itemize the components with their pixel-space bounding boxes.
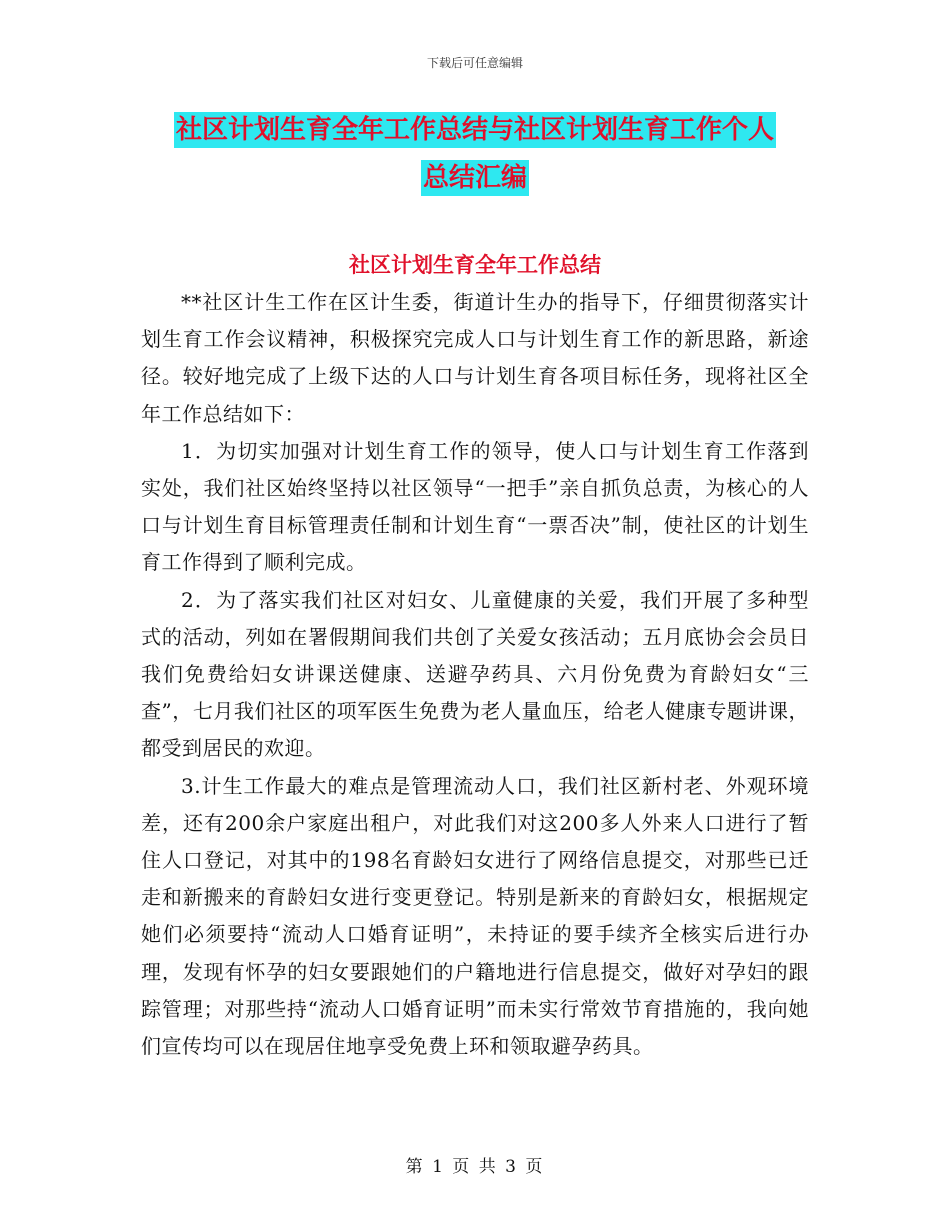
- title-line-1: 社区计划生育全年工作总结与社区计划生育工作个人: [174, 112, 776, 148]
- paragraph-intro: **社区计生工作在区计生委，街道计生办的指导下，仔细贯彻落实计划生育工作会议精神，积极探究完成人口与计划生育工作的新思路，新途径。较好地完成了上级下达的人口与计划生育各项目标任务，现将社区全年工作总结如下：: [141, 290, 809, 426]
- title-line-2: 总结汇编: [421, 160, 529, 196]
- section-heading: 社区计划生育全年工作总结: [349, 253, 601, 277]
- page-header-note: 下载后可任意编辑: [426, 56, 523, 70]
- page-number-footer: 第 1 页 共 3 页: [405, 1157, 545, 1177]
- paragraph-item-1: 1．为切实加强对计划生育工作的领导，使人口与计划生育工作落到实处，我们社区始终坚持以社区领导“一把手”亲自抓负总责，为核心的人口与计划生育目标管理责任制和计划生育“一票否决”制，使社区的计划生育工作得到了顺利完成。: [141, 438, 809, 575]
- paragraph-item-3: 3.计生工作最大的难点是管理流动人口，我们社区新村老、外观环境差，还有200余户家庭出租户，对此我们对这200多人外来人口进行了暂住人口登记，对其中的198名育龄妇女进行了网络信息提交，对那些已迁走和新搬来的育龄妇女进行变更登记。特别是新来的育龄妇女，根据规定她们必须要持“流动人口婚育证明”，未持证的要手续齐全核实后进行办理，发现有怀孕的妇女要跟她们的户籍地进行信息提交，做好对孕妇的跟踪管理；对那些持“流动人口婚育证明”而未实行常效节育措施的，我向她们宣传均可以在现居住地享受免费上环和领取避孕药具。: [141, 773, 809, 1059]
- document-body: [141, 284, 809, 1065]
- document-title: [140, 112, 810, 196]
- paragraph-item-2: 2．为了落实我们社区对妇女、儿童健康的关爱，我们开展了多种型式的活动，列如在署假期间我们共创了关爱女孩活动；五月底协会会员日我们免费给妇女讲课送健康、送避孕药具、六月份免费为育龄妇女“三查”，七月我们社区的项军医生免费为老人量血压，给老人健康专题讲课，都受到居民的欢迎。: [141, 587, 809, 761]
